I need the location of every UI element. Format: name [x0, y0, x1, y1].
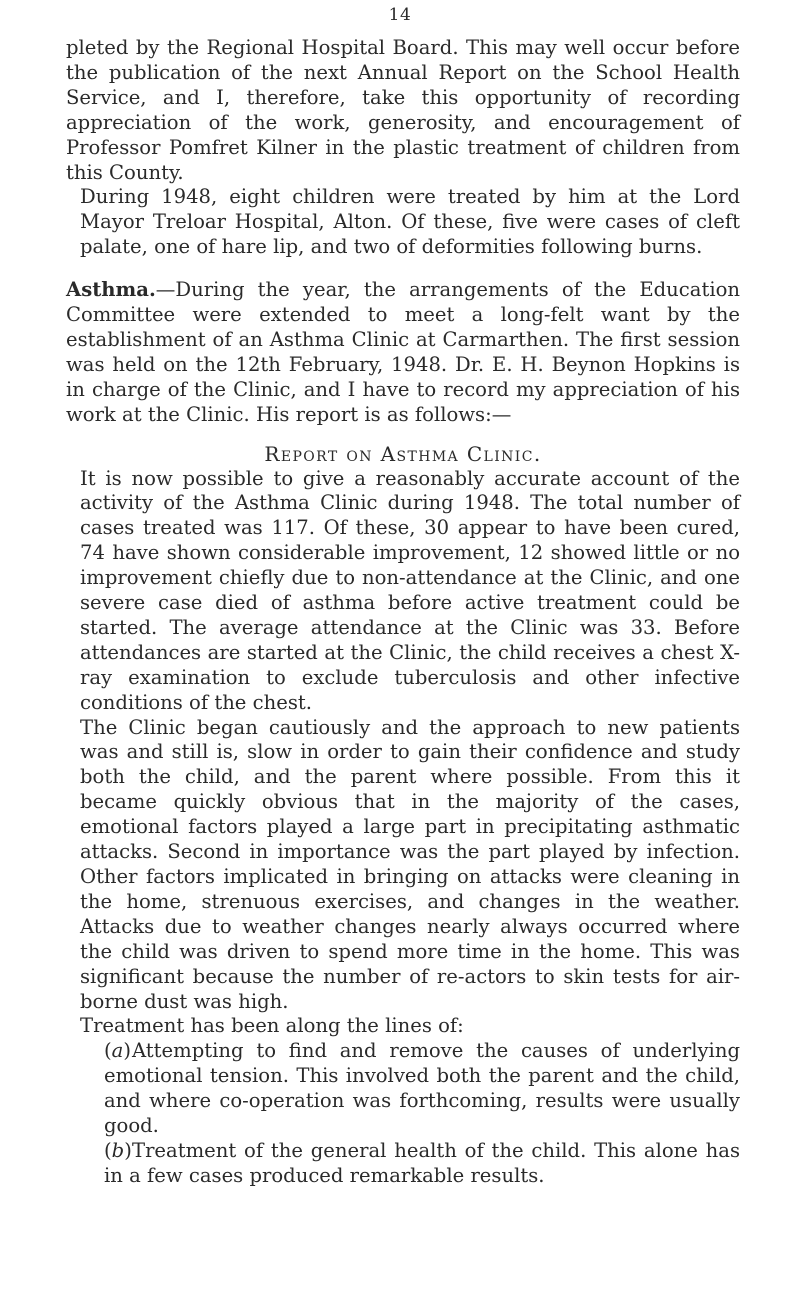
report-title: Report on Asthma Clinic. [264, 441, 542, 466]
paragraph-plastic-treatment: pleted by the Regional Hospital Board. This may well occur before the publication of the next Annual Report on the School Health Service, and I, therefore, take this opportunity of recording appreciation of the work, generosity, and encouragement of Professor Pomfret Kilner in the plastic treatment of children from this County. [66, 36, 740, 184]
asthma-heading: Asthma. [66, 278, 156, 302]
list-item-b [66, 1139, 740, 1189]
list-label-a: (a) [104, 1039, 131, 1063]
paragraph-asthma [66, 278, 740, 427]
report-paragraph-activity: It is now possible to give a reasonably accurate account of the activity of the Asthma Clinic during 1948. The total number of cases treated was 117. Of these, 30 appear to have been cured, 74 have shown considerable improvement, 12 showed little or no improvement chiefly due to non-attendance at the Clinic, and one severe case died of asthma before active treatment could be started. The average attendance at the Clinic was 33. Before attendances are started at the Clinic, the child receives a chest X-ray examination to exclude tuberculosis and other infective conditions of the chest. [80, 466, 740, 714]
page-number: 14 [388, 5, 412, 25]
report-paragraph-approach: The Clinic began cautiously and the approach to new patients was and still is, slow in order to gain their confidence and study both the child, and the parent where possible. From this it became quickly obvious that in the majority of the cases, emotional factors played a large part in precipitating asthmatic attacks. Second in importance was the part played by infection. Other factors implicated in bringing on attacks were cleaning in the home, strenuous exercises, and changes in the weather. Attacks due to weather changes nearly always occurred where the child was driven to spend more time in the home. This was significant because the number of re-actors to skin tests for air-borne dust was high. [80, 715, 740, 1013]
list-item-a [66, 1039, 740, 1139]
list-text-b: Treatment of the general health of the child. This alone has in a few cases produced remarkable results. [104, 1138, 740, 1187]
list-text-a: Attempting to find and remove the causes of underlying emotional tension. This involved both the parent and the child, and where co-operation was forthcoming, results were usually good. [104, 1039, 740, 1138]
document-body [66, 36, 740, 1189]
report-paragraph-treatment-intro: Treatment has been along the lines of: [80, 1014, 464, 1038]
paragraph-children-treated: During 1948, eight children were treated by him at the Lord Mayor Treloar Hospital, Alton. Of these, five were cases of cleft palate, one of hare lip, and two of deformities following burns. [80, 185, 740, 259]
list-label-b: (b) [104, 1138, 132, 1162]
asthma-text: —During the year, the arrangements of the Education Committee were extended to meet a long-felt want by the establishment of an Asthma Clinic at Carmarthen. The first session was held on the 12th February, 1948. Dr. E. H. Beynon Hopkins is in charge of the Clinic, and I have to record my appreciation of his work at the Clinic. His report is as follows:— [66, 278, 740, 426]
